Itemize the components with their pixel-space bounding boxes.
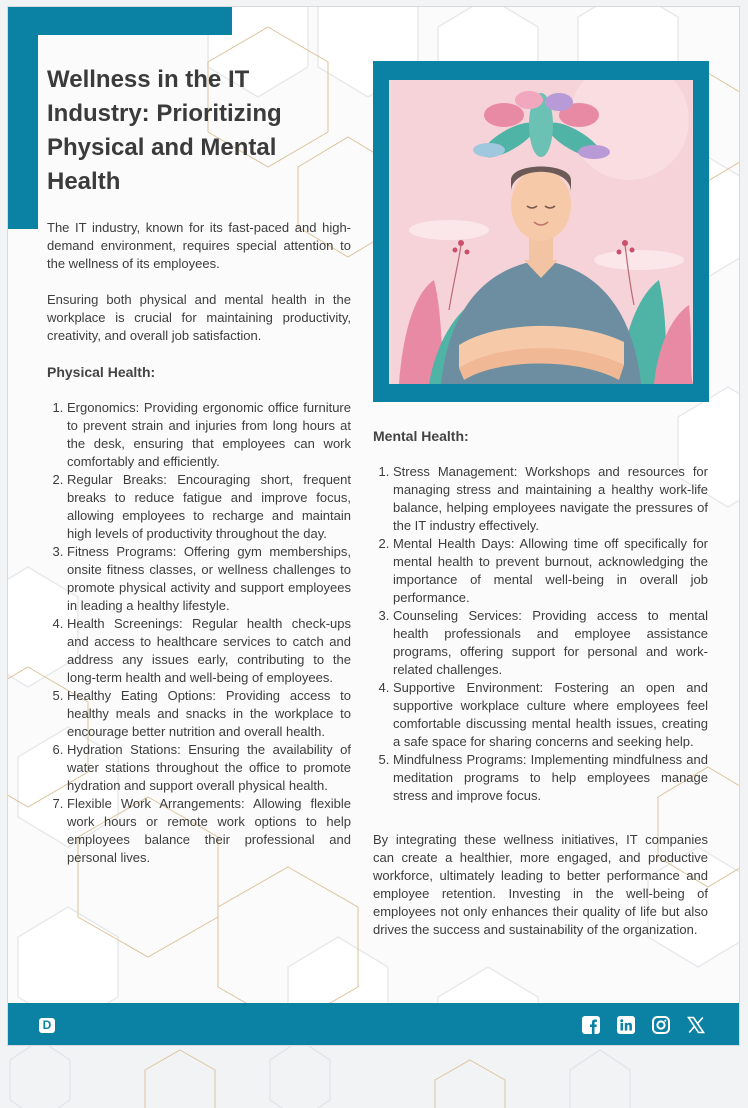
x-icon[interactable] [687, 1016, 705, 1034]
illustration-frame [373, 61, 709, 402]
mental-item-counseling: 3. Counseling Services: Providing access to mental health professionals and employee assistance programs, offering support for personal and work-related challenges. [393, 607, 708, 679]
conclusion-paragraph: By integrating these wellness initiatives, IT companies can create a healthier, more engaged, and productive workforce, ultimately leading to better performance and employee retention. Investing in the well-being of employees not only enhances their quality of life but also drives the success and sustainability of the organization. [373, 832, 708, 937]
mental-item-stress-management: 1. Stress Management: Workshops and resources for managing stress and maintaining a healthy work-life balance, helping employees navigate the pressures of the IT industry effectively. [393, 463, 708, 535]
accent-bar-left [8, 35, 38, 229]
facebook-icon[interactable] [582, 1016, 600, 1034]
physical-item-flexible-work: 7. Flexible Work Arrangements: Allowing flexible work hours or remote work options to help employees balance their professional and personal lives. [67, 795, 351, 867]
flyer-page [7, 6, 740, 1046]
mental-health-heading: Mental Health: [373, 428, 469, 444]
physical-health-heading: Physical Health: [47, 364, 156, 380]
physical-item-ergonomics: 1. Ergonomics: Providing ergonomic office furniture to prevent strain and injuries from long hours at the desk, ensuring that employees can work comfortably and efficiently. [67, 399, 351, 471]
physical-item-regular-breaks: 2. Regular Breaks: Encouraging short, frequent breaks to reduce fatigue and improve focus, allowing employees to recharge and maintain high levels of productivity throughout the day. [67, 471, 351, 543]
wellness-illustration [389, 80, 693, 384]
brand-logo-icon[interactable]: D [39, 1018, 55, 1033]
mental-item-supportive-environment: 4. Supportive Environment: Fostering an open and supportive workplace culture where employees feel comfortable discussing mental health issues, creating a safe space for sharing concerns and seeking help. [393, 679, 708, 751]
mental-item-mindfulness: 5. Mindfulness Programs: Implementing mindfulness and meditation programs to help employees manage stress and improve focus. [393, 751, 708, 805]
accent-bar-top [8, 7, 232, 35]
intro-paragraph-2: Ensuring both physical and mental health in the workplace is crucial for maintaining productivity, creativity, and overall job satisfaction. [47, 292, 351, 343]
left-column [47, 219, 351, 867]
physical-item-health-screenings: 4. Health Screenings: Regular health check-ups and access to healthcare services to catch and address any issues early, contributing to the long-term health and well-being of employees. [67, 615, 351, 687]
right-column [373, 427, 708, 939]
mental-item-mental-health-days: 2. Mental Health Days: Allowing time off specifically for mental health to prevent burnout, acknowledging the importance of mental well-being in overall job performance. [393, 535, 708, 607]
physical-item-fitness-programs: 3. Fitness Programs: Offering gym memberships, onsite fitness classes, or wellness challenges to promote physical activity and support employees in leading a healthy lifestyle. [67, 543, 351, 615]
linkedin-icon[interactable] [617, 1016, 635, 1034]
mental-health-list [373, 463, 708, 805]
footer-bar [8, 1003, 740, 1046]
instagram-icon[interactable] [652, 1016, 670, 1034]
meditating-person-illustration [389, 80, 693, 384]
intro-paragraph-1: The IT industry, known for its fast-paced and high-demand environment, requires special attention to the wellness of its employees. [47, 220, 351, 271]
physical-item-hydration: 6. Hydration Stations: Ensuring the availability of water stations throughout the office to promote hydration and support overall physical health. [67, 741, 351, 795]
physical-health-list [47, 399, 351, 867]
physical-item-healthy-eating: 5. Healthy Eating Options: Providing access to healthy meals and snacks in the workplace to encourage better nutrition and overall health. [67, 687, 351, 741]
page-title: Wellness in the IT Industry: Prioritizing Physical and Mental Health [47, 66, 282, 195]
